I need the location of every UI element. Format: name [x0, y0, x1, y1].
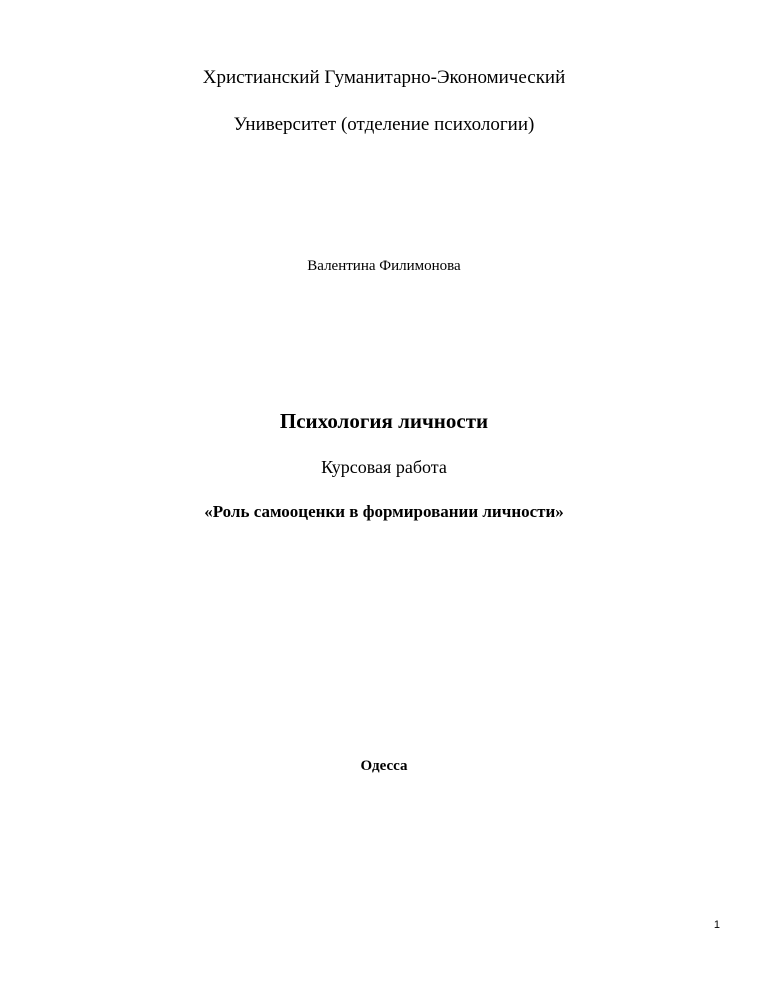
work-type: Курсовая работа: [321, 457, 447, 477]
subject-heading: Психология личности: [279, 409, 489, 433]
institution-line-2: Университет (отделение психологии): [233, 114, 535, 135]
page-number: 1: [713, 919, 720, 931]
city: Одесса: [360, 758, 408, 774]
institution-line-1: Христианский Гуманитарно-Экономический: [202, 67, 566, 88]
work-title: «Роль самооценки в формировании личности»: [204, 502, 564, 521]
author-name: Валентина Филимонова: [307, 258, 461, 274]
